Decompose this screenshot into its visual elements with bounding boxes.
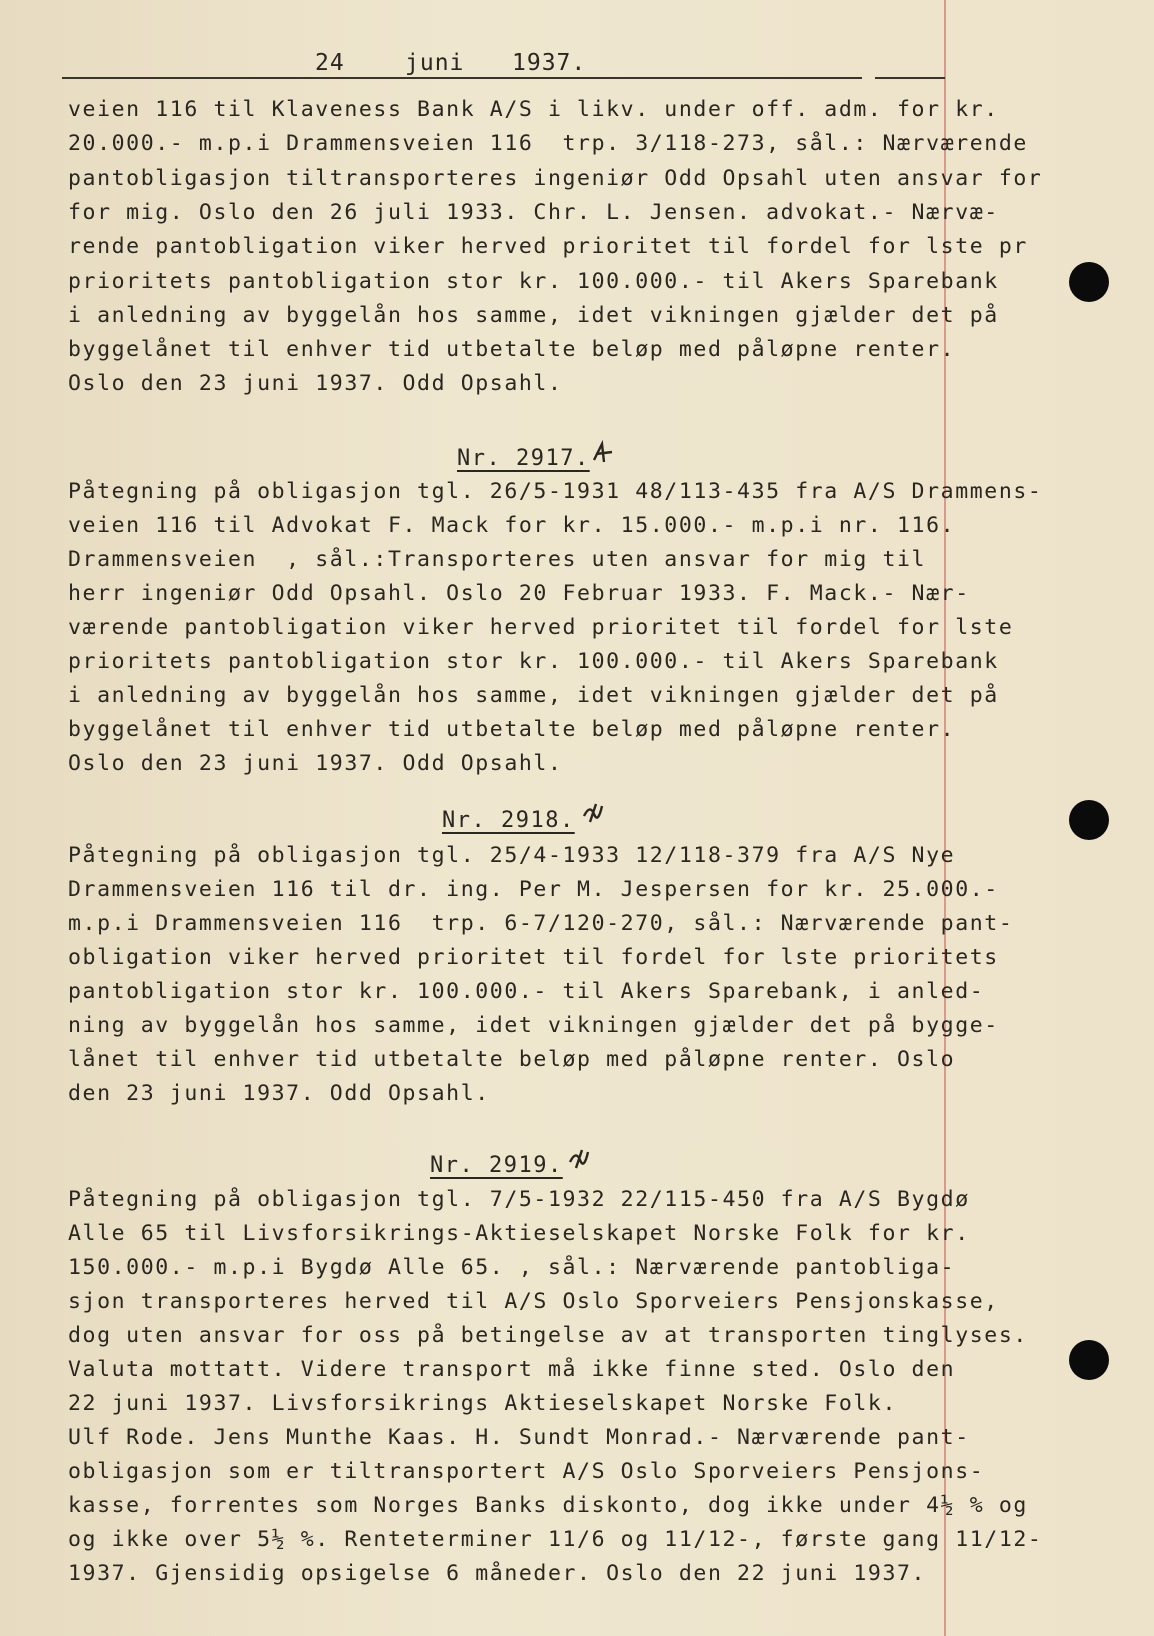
text-line: lånet til enhver tid utbetalte beløp med påløpne renter. Oslo	[68, 1047, 956, 1072]
text-line: veien 116 til Advokat F. Mack for kr. 15.000.- m.p.i nr. 116.	[68, 513, 956, 538]
text-line: pantobligation stor kr. 100.000.- til Akers Sparebank, i anled-	[68, 979, 985, 1004]
check-mark-icon	[580, 800, 606, 828]
text-line: Drammensveien , sål.:Transporteres uten ansvar for mig til	[68, 547, 927, 572]
punch-hole	[1069, 262, 1109, 302]
text-line: og ikke over 5½ %. Renteterminer 11/6 og 11/12-, første gang 11/12-	[68, 1527, 1043, 1552]
text-line: ning av byggelån hos samme, idet vikningen gjælder det på bygge-	[68, 1013, 999, 1038]
text-line: Oslo den 23 juni 1937. Odd Opsahl.	[68, 751, 563, 776]
text-line: den 23 juni 1937. Odd Opsahl.	[68, 1081, 490, 1106]
check-mark-icon	[590, 440, 616, 468]
text-line: byggelånet til enhver tid utbetalte beløp med påløpne renter.	[68, 337, 956, 362]
check-mark-icon	[566, 1146, 592, 1174]
text-line: i anledning av byggelån hos samme, idet vikningen gjælder det på	[68, 683, 999, 708]
page-header	[0, 50, 1154, 80]
text-line: rende pantobligation viker herved prioritet til fordel for lste pr	[68, 234, 1028, 259]
entry-number: Nr. 2918.	[442, 808, 575, 833]
text-line: prioritets pantobligation stor kr. 100.000.- til Akers Sparebank	[68, 269, 999, 294]
header-year: 1937.	[512, 50, 587, 76]
text-line: 20.000.- m.p.i Drammensveien 116 trp. 3/118-273, sål.: Nærværende	[68, 131, 1028, 156]
punch-hole	[1069, 1340, 1109, 1380]
text-line: m.p.i Drammensveien 116 trp. 6-7/120-270, sål.: Nærværende pant-	[68, 911, 1014, 936]
text-line: for mig. Oslo den 26 juli 1933. Chr. L. Jensen. advokat.- Nærvæ-	[68, 200, 999, 225]
text-line: byggelånet til enhver tid utbetalte beløp med påløpne renter.	[68, 717, 956, 742]
text-line: kasse, forrentes som Norges Banks diskonto, dog ikke under 4½ % og	[68, 1493, 1028, 1518]
text-line: obligation viker herved prioritet til fordel for lste prioritets	[68, 945, 999, 970]
entry-number: Nr. 2917.	[457, 446, 590, 471]
text-line: Påtegning på obligasjon tgl. 7/5-1932 22/115-450 fra A/S Bygdø	[68, 1187, 970, 1212]
text-line: værende pantobligation viker herved prioritet til fordel for lste	[68, 615, 1014, 640]
text-line: Ulf Rode. Jens Munthe Kaas. H. Sundt Monrad.- Nærværende pant-	[68, 1425, 970, 1450]
header-rule	[62, 77, 862, 79]
text-line: sjon transporteres herved til A/S Oslo Sporveiers Pensjonskasse,	[68, 1289, 999, 1314]
header-day: 24	[315, 50, 345, 76]
punch-hole	[1069, 800, 1109, 840]
text-line: Påtegning på obligasjon tgl. 25/4-1933 12/118-379 fra A/S Nye	[68, 843, 956, 868]
text-line: Alle 65 til Livsforsikrings-Aktieselskapet Norske Folk for kr.	[68, 1221, 970, 1246]
text-line: 1937. Gjensidig opsigelse 6 måneder. Oslo den 22 juni 1937.	[68, 1561, 927, 1586]
text-line: pantobligasjon tiltransporteres ingeniør Odd Opsahl uten ansvar for	[68, 166, 1043, 191]
text-line: herr ingeniør Odd Opsahl. Oslo 20 Februar 1933. F. Mack.- Nær-	[68, 581, 970, 606]
text-line: Påtegning på obligasjon tgl. 26/5-1931 48/113-435 fra A/S Drammens-	[68, 479, 1043, 504]
text-line: Valuta mottatt. Videre transport må ikke finne sted. Oslo den	[68, 1357, 956, 1382]
text-line: dog uten ansvar for oss på betingelse av at transporten tinglyses.	[68, 1323, 1028, 1348]
text-line: 150.000.- m.p.i Bygdø Alle 65. , sål.: Nærværende pantobliga-	[68, 1255, 956, 1280]
header-month: juni	[405, 50, 465, 76]
entry-number: Nr. 2919.	[430, 1153, 563, 1178]
text-line: veien 116 til Klaveness Bank A/S i likv. under off. adm. for kr.	[68, 97, 999, 122]
text-line: prioritets pantobligation stor kr. 100.000.- til Akers Sparebank	[68, 649, 999, 674]
text-line: Oslo den 23 juni 1937. Odd Opsahl.	[68, 371, 563, 396]
text-line: i anledning av byggelån hos samme, idet vikningen gjælder det på	[68, 303, 999, 328]
text-line: Drammensveien 116 til dr. ing. Per M. Jespersen for kr. 25.000.-	[68, 877, 999, 902]
text-line: obligasjon som er tiltransportert A/S Oslo Sporveiers Pensjons-	[68, 1459, 985, 1484]
text-line: 22 juni 1937. Livsforsikrings Aktieselskapet Norske Folk.	[68, 1391, 898, 1416]
header-rule-right	[875, 77, 945, 79]
